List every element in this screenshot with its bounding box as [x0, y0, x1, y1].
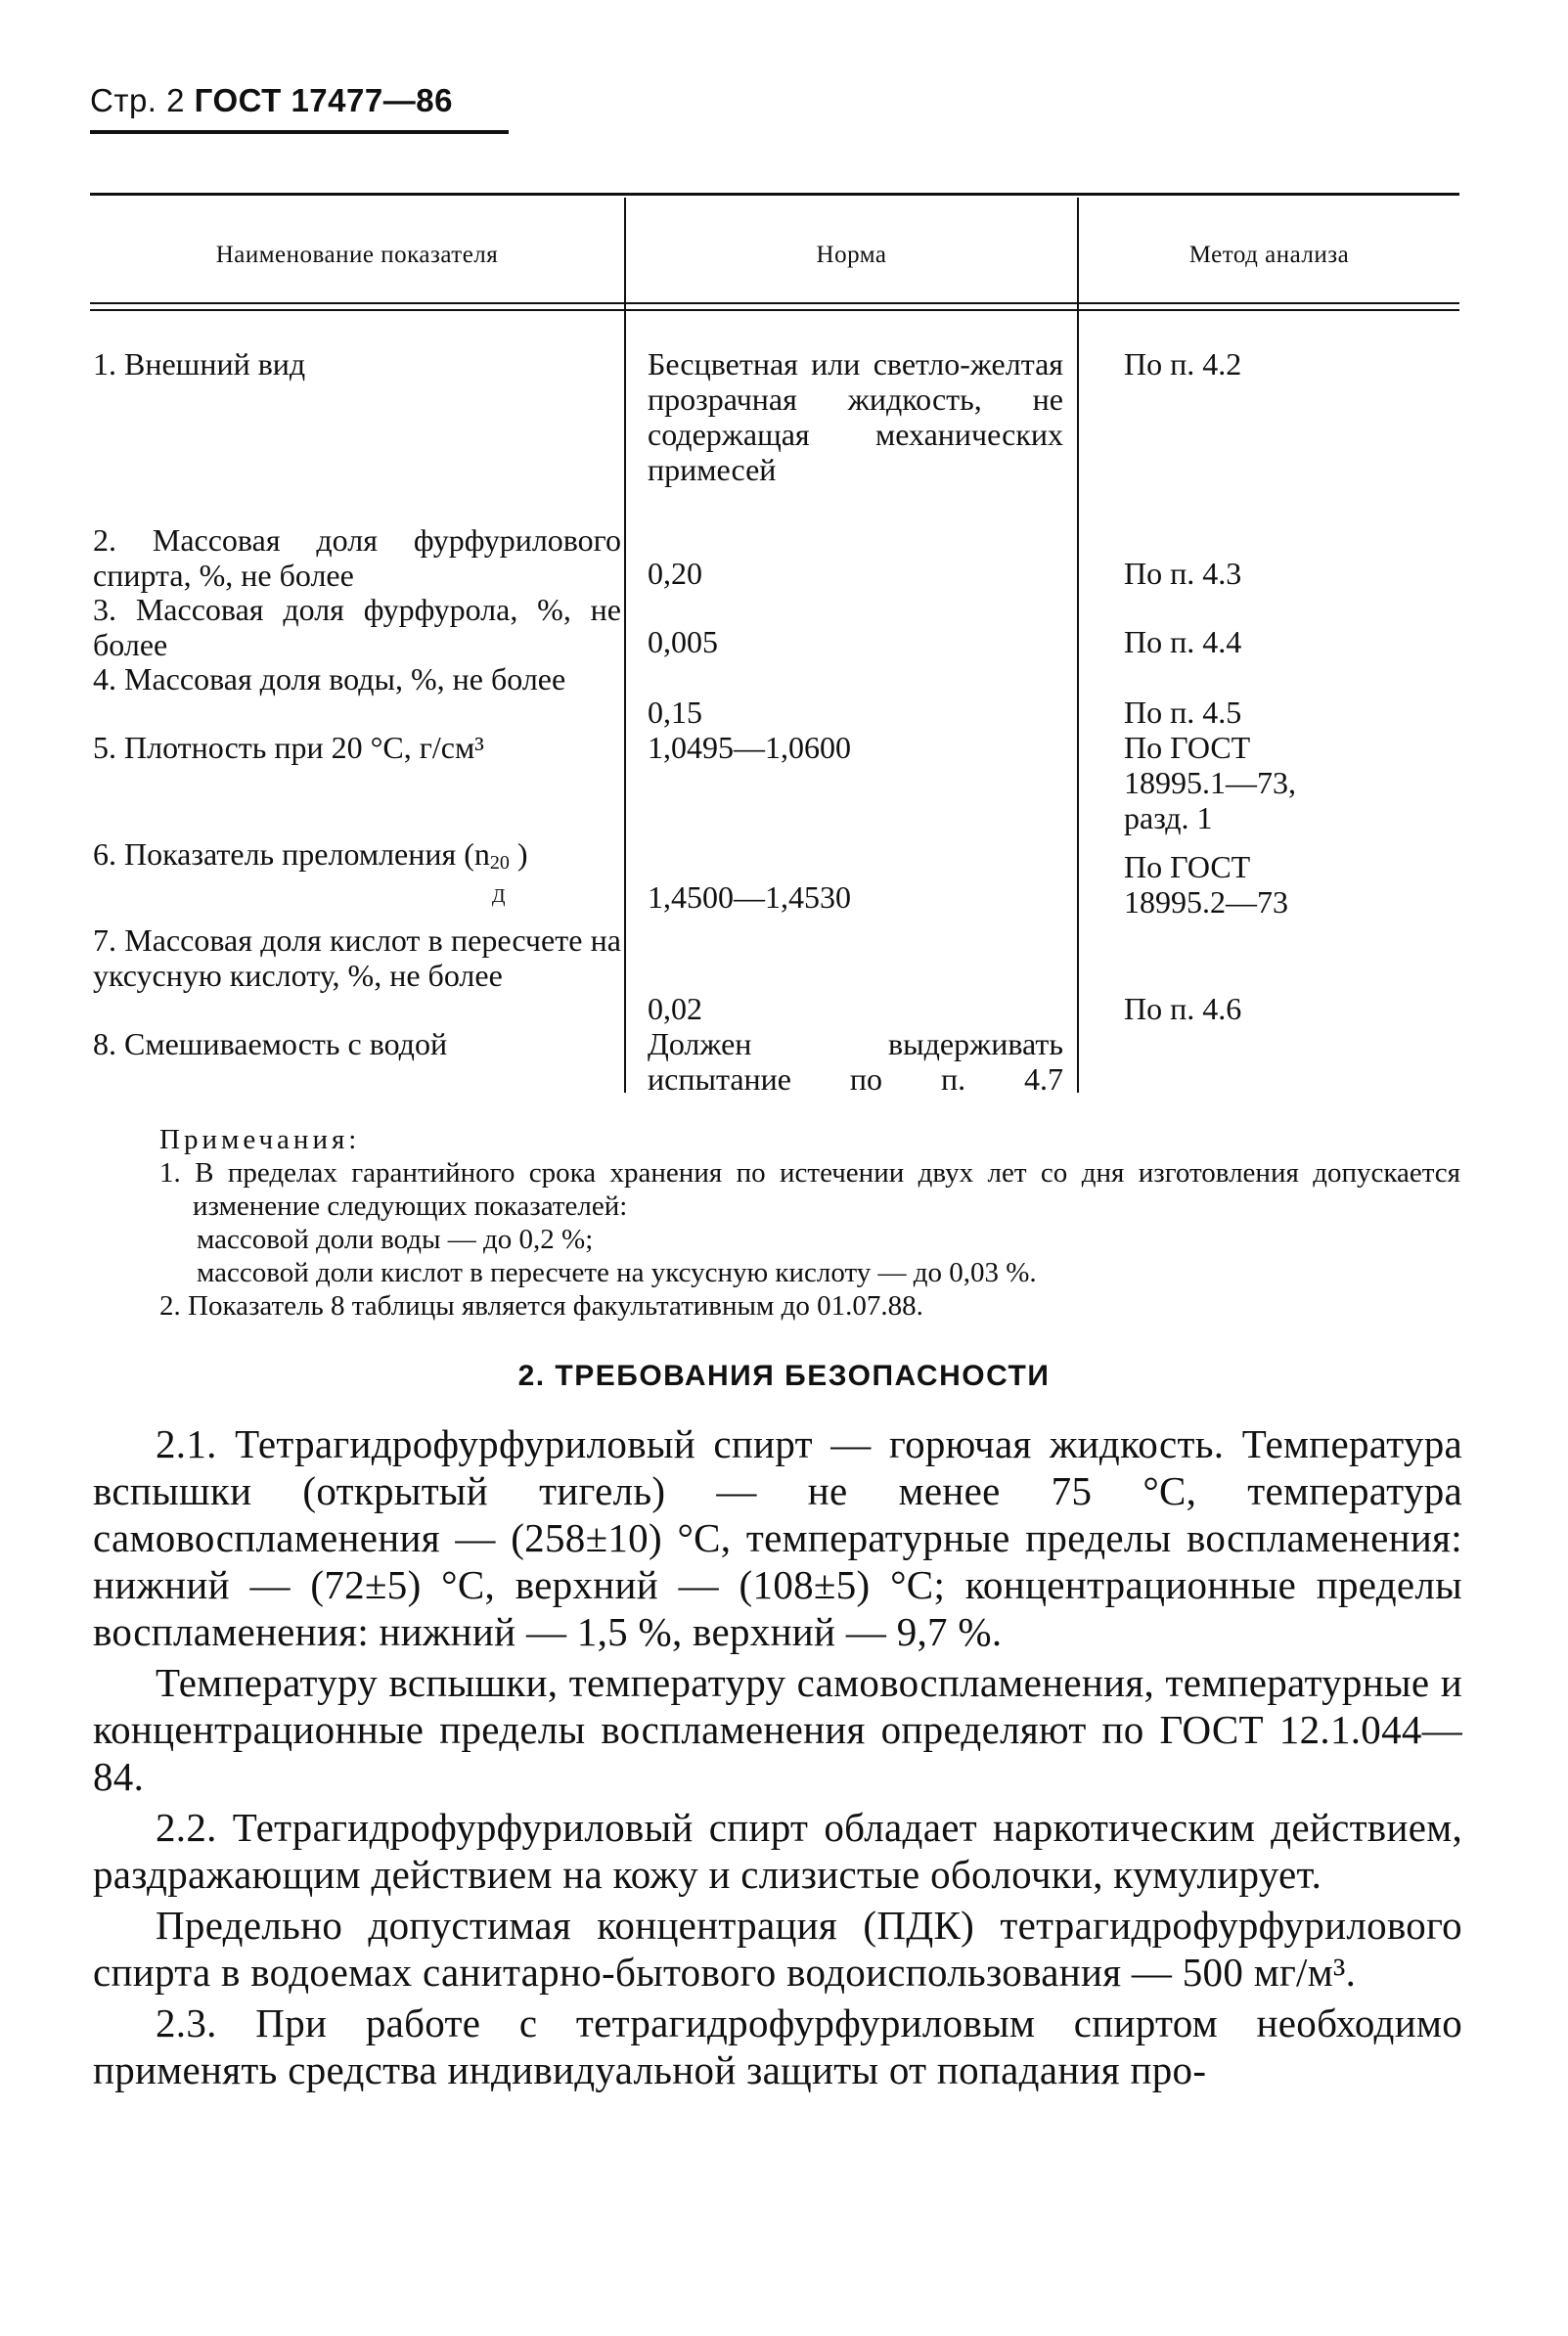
table-row-6-name — [93, 836, 621, 907]
table-row-7-method: По п. 4.6 — [1124, 991, 1242, 1026]
table-row-6-name-sup: 20 — [489, 852, 510, 874]
table-row-2-norm: 0,20 — [648, 556, 702, 591]
page-header — [90, 82, 453, 119]
table-row-2-name: 2. Массовая доля фурфурилового спирта, %, не более — [93, 522, 621, 593]
column-header-method: Метод анализа — [1188, 242, 1350, 268]
standard-number: ГОСТ 17477—86 — [194, 82, 453, 118]
table-header-rule-1 — [90, 302, 1459, 304]
table-row-7-norm: 0,02 — [648, 991, 702, 1026]
note-2: 2. Показатель 8 таблицы является факультативным до 01.07.88. — [159, 1290, 923, 1322]
table-column-divider-2 — [1077, 198, 1079, 1093]
notes — [159, 1123, 1460, 1323]
section-title: 2. ТРЕБОВАНИЯ БЕЗОПАСНОСТИ — [517, 1360, 1051, 1392]
table-row-6-norm: 1,4500—1,4530 — [648, 879, 851, 915]
notes-heading: Примечания: — [159, 1124, 361, 1155]
table-top-rule — [90, 193, 1459, 196]
paragraph-2-2: 2.2. Тетрагидрофурфуриловый спирт обладает наркотическим действием, раздражающим действием на кожу и слизистые оболочки, кумулирует. — [93, 1805, 1462, 1897]
table-row-6-method: По ГОСТ 18995.2—73 — [1124, 849, 1288, 920]
section-body — [93, 1420, 1462, 2093]
table-row-1-norm: Бесцветная или светло-желтая прозрачная жидкость, не содержащая механических примесей — [648, 346, 1063, 487]
column-header-norm: Норма — [816, 242, 887, 268]
table-row-4-norm: 0,15 — [648, 695, 702, 730]
table-row-8-name: 8. Смешиваемость с водой — [93, 1026, 448, 1061]
table-row-1-method: По п. 4.2 — [1124, 346, 1242, 382]
note-1-water: массовой доли воды — до 0,2 %; — [197, 1224, 594, 1255]
header-rule — [90, 130, 509, 134]
table-row-1-name: 1. Внешний вид — [93, 346, 306, 382]
paragraph-2-3: 2.3. При работе с тетрагидрофурфуриловым спиртом необходимо применять средства индивидуальной защиты от попадания про- — [93, 2000, 1462, 2092]
table-row-5-norm: 1,0495—1,0600 — [648, 730, 851, 765]
table-row-5-method: По ГОСТ 18995.1—73, разд. 1 — [1124, 730, 1296, 835]
table-row-8-norm: Должен выдерживать испытание по п. 4.7 — [648, 1026, 1063, 1097]
column-header-name: Наименование показателя — [215, 242, 499, 268]
table-column-divider-1 — [624, 198, 626, 1093]
table-row-3-name: 3. Массовая доля фурфурола, %, не более — [93, 592, 621, 662]
paragraph-2-2-pdk: Предельно допустимая концентрация (ПДК) тетрагидрофурфурилового спирта в водоемах санитарно-бытового водоиспользования — 500 мг/м³. — [93, 1903, 1462, 1995]
table-row-6-name-sub: Д — [491, 885, 506, 907]
page-number: Стр. 2 — [90, 82, 185, 118]
table-row-2-method: По п. 4.3 — [1124, 556, 1242, 591]
note-1: 1. В пределах гарантийного срока хранения по истечении двух лет со дня изготовления допускается изменение следующих показателей: — [159, 1157, 1460, 1222]
table-row-4-name: 4. Массовая доля воды, %, не более — [93, 661, 566, 696]
table-row-6-name-text: 6. Показатель преломления (n — [93, 836, 490, 872]
table-row-4-method: По п. 4.5 — [1124, 695, 1242, 730]
paragraph-2-1-methods: Температуру вспышки, температуру самовоспламенения, температурные и концентрационные пределы воспламенения определяют по ГОСТ 12.1.044—84. — [93, 1660, 1462, 1799]
table-row-3-norm: 0,005 — [648, 624, 718, 659]
note-1-acids: массовой доли кислот в пересчете на уксусную кислоту — до 0,03 %. — [197, 1257, 1037, 1288]
table-header-rule-2 — [90, 309, 1459, 311]
table-row-3-method: По п. 4.4 — [1124, 624, 1242, 659]
table-row-5-name: 5. Плотность при 20 °С, г/см³ — [93, 730, 484, 765]
table-row-7-name: 7. Массовая доля кислот в пересчете на уксусную кислоту, %, не более — [93, 922, 621, 993]
table-row-6-name-end: ) — [516, 836, 528, 872]
paragraph-2-1: 2.1. Тетрагидрофурфуриловый спирт — горючая жидкость. Температура вспышки (открытый тигель) — не менее 75 °С, температура самовоспламенения — (258±10) °С, температурные пределы воспламенения: нижний — (72±5) °С, верхний — (108±5) °С; концентрационные пределы воспламенения: нижний — 1,5 %, верхний — 9,7 %. — [93, 1421, 1462, 1654]
